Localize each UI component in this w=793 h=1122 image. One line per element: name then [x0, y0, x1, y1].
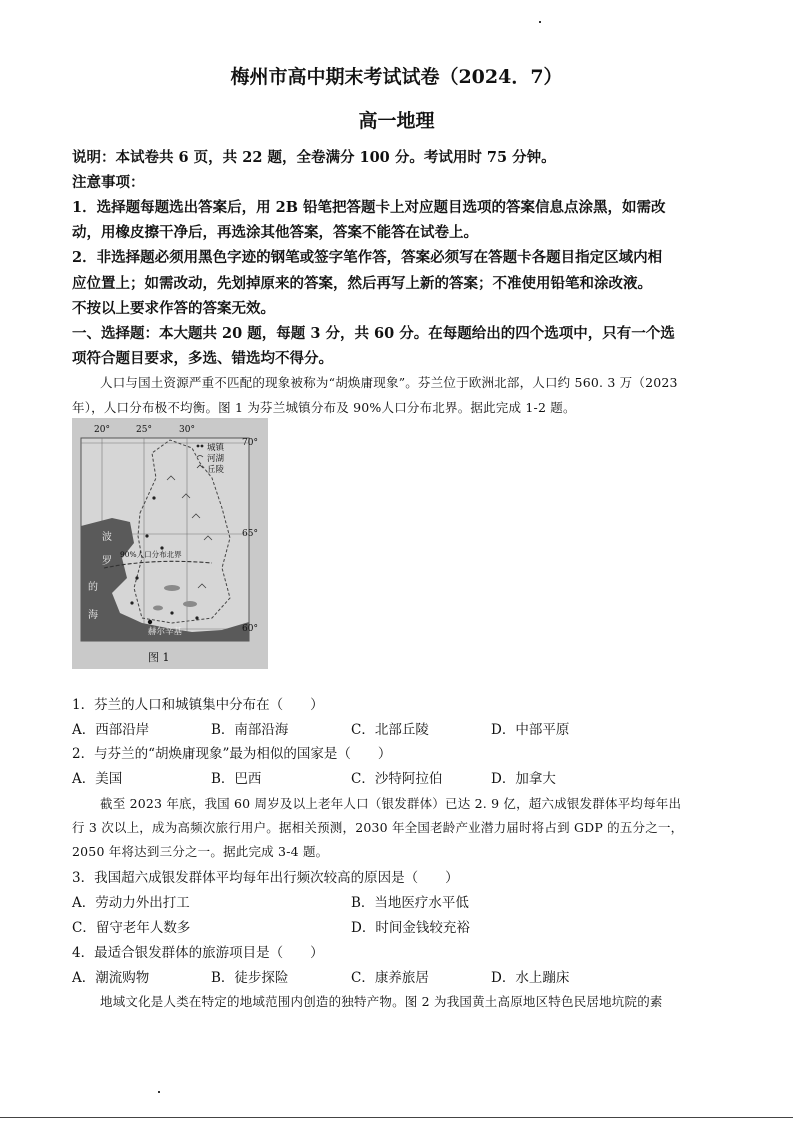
question-4-stem: 4．最适合银发群体的旅游项目是（ ）	[72, 945, 324, 961]
section-heading-line-2: 项符合题目要求，多选、错选均不得分。	[72, 350, 333, 367]
question-2-option-b[interactable]: B．巴西	[211, 771, 262, 787]
sea-label: 罗	[102, 556, 112, 567]
instruction-2-line-2: 应位置上；如需改动，先划掉原来的答案，然后再写上新的答案；不准使用铅笔和涂改液。	[72, 275, 652, 292]
latitude-label: 60°	[242, 624, 258, 634]
question-1-option-c[interactable]: C．北部丘陵	[351, 722, 429, 738]
question-1-stem: 1．芬兰的人口和城镇集中分布在（ ）	[72, 697, 324, 713]
sea-label: 的	[88, 582, 98, 593]
helsinki-label: 赫尔辛基	[148, 627, 183, 637]
exam-note: 说明：本试卷共 6 页，共 22 题，全卷满分 100 分。考试用时 75 分钟。	[72, 149, 556, 166]
page-title: 梅州市高中期末考试试卷（2024．7）	[230, 66, 563, 88]
instruction-2-line-3: 不按以上要求作答的答案无效。	[72, 300, 275, 317]
question-1-option-d[interactable]: D．中部平原	[491, 722, 570, 738]
question-4-option-b[interactable]: B．徒步探险	[211, 970, 289, 986]
sea-label: 波	[102, 532, 112, 543]
figure-1-caption: 图 1	[148, 651, 170, 664]
page-bottom-rule	[0, 1117, 793, 1118]
legend-river-lake: 河湖	[207, 454, 225, 464]
passage-3-line-1: 地域文化是人类在特定的地域范围内创造的独特产物。图 2 为我国黄土高原地区特色民居地坑院的素	[100, 994, 663, 1009]
attention-title: 注意事项：	[72, 174, 145, 191]
question-3-option-a[interactable]: A．劳动力外出打工	[72, 895, 190, 911]
scan-speck	[539, 21, 541, 23]
longitude-label: 25°	[136, 425, 152, 435]
question-1-option-b[interactable]: B．南部沿海	[211, 722, 289, 738]
population-boundary-label: 90%人口分布北界	[120, 550, 182, 559]
sea-label: 海	[88, 610, 98, 621]
scan-speck	[158, 1091, 160, 1093]
longitude-label: 30°	[179, 425, 195, 435]
instruction-2-line-1: 2．非选择题必须用黑色字迹的钢笔或签字笔作答，答案必须写在答题卡各题目指定区域内相	[72, 249, 663, 266]
longitude-label: 20°	[94, 425, 110, 435]
instruction-1-line-1: 1．选择题每题选出答案后，用 2B 铅笔把答题卡上对应题目选项的答案信息点涂黑，如需改	[72, 199, 666, 216]
instruction-1-line-2: 动，用橡皮擦干净后，再选涂其他答案，答案不能答在试卷上。	[72, 224, 478, 241]
question-4-option-d[interactable]: D．水上蹦床	[491, 970, 570, 986]
question-4-option-a[interactable]: A．潮流购物	[72, 970, 150, 986]
question-3-option-b[interactable]: B．当地医疗水平低	[351, 895, 469, 911]
latitude-label: 70°	[242, 438, 258, 448]
question-3-option-d[interactable]: D．时间金钱较充裕	[351, 920, 470, 936]
question-2-option-a[interactable]: A．美国	[72, 771, 123, 787]
passage-1-line-1: 人口与国土资源严重不匹配的现象被称为“胡焕庸现象”。芬兰位于欧洲北部，人口约 560. 3 万（2023	[100, 375, 678, 390]
legend-town: 城镇	[207, 443, 225, 453]
question-3-stem: 3．我国超六成银发群体平均每年出行频次较高的原因是（ ）	[72, 870, 459, 886]
section-heading-line-1: 一、选择题：本大题共 20 题，每题 3 分，共 60 分。在每题给出的四个选项中，只有一个选	[72, 325, 675, 342]
passage-2-line-3: 2050 年将达到三分之一。据此完成 3-4 题。	[72, 844, 329, 859]
question-3-option-c[interactable]: C．留守老年人数多	[72, 920, 191, 936]
legend-hills: 丘陵	[207, 465, 225, 475]
question-2-option-c[interactable]: C．沙特阿拉伯	[351, 771, 443, 787]
subject-title: 高一地理	[358, 110, 435, 132]
question-1-option-a[interactable]: A．西部沿岸	[72, 722, 150, 738]
latitude-label: 65°	[242, 529, 258, 539]
passage-2-line-1: 截至 2023 年底，我国 60 周岁及以上老年人口（银发群体）已达 2. 9 亿，超六成银发群体平均每年出	[100, 796, 682, 811]
question-2-option-d[interactable]: D．加拿大	[491, 771, 556, 787]
passage-2-line-2: 行 3 次以上，成为高频次旅行用户。据相关预测，2030 年全国老龄产业潜力届时将占到 GDP 的五分之一，	[72, 820, 684, 835]
passage-1-line-2: 年），人口分布极不均衡。图 1 为芬兰城镇分布及 90%人口分布北界。据此完成 1-2 题。	[72, 400, 576, 415]
question-4-option-c[interactable]: C．康养旅居	[351, 970, 429, 986]
figure-1-finland-map	[72, 418, 268, 669]
question-2-stem: 2．与芬兰的“胡焕庸现象”最为相似的国家是（ ）	[72, 746, 392, 762]
